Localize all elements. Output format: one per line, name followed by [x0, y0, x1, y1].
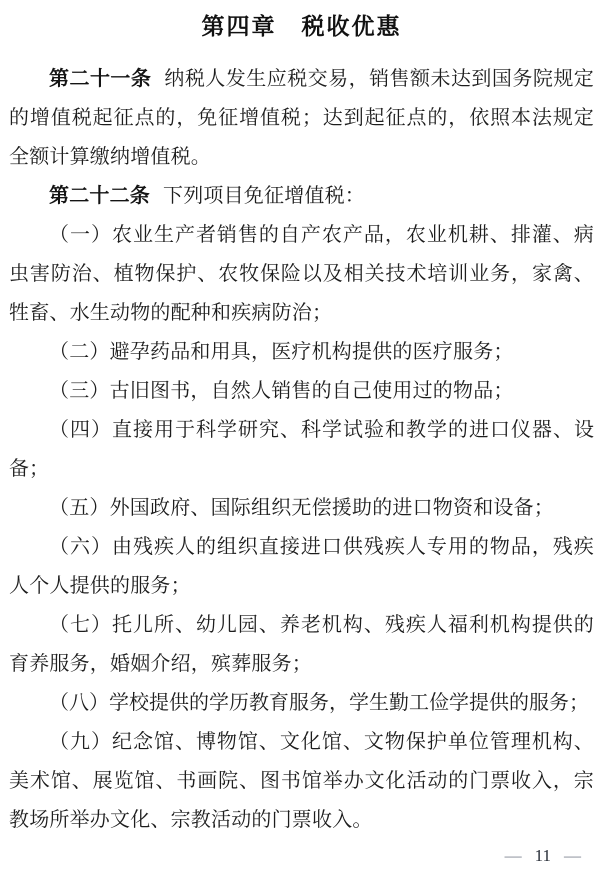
chapter-title: 第四章 税收优惠: [201, 13, 402, 39]
page-number: 11: [534, 846, 551, 865]
article-21-label: 第二十一条: [49, 68, 152, 90]
document-body: [9, 60, 594, 840]
article-21-text: 纳税人发生应税交易，销售额未达到国务院规定的增值税起征点的，免征增值税；达到起征点的，依照本法规定全额计算缴纳增值税。: [9, 68, 594, 168]
exempt-item-9: （九）纪念馆、博物馆、文化馆、文物保护单位管理机构、美术馆、展览馆、书画院、图书馆举办文化活动的门票收入，宗教场所举办文化、宗教活动的门票收入。: [9, 731, 594, 831]
exempt-item-8: （八）学校提供的学历教育服务，学生勤工俭学提供的服务；: [49, 692, 589, 714]
page-footer: [505, 846, 581, 866]
article-21-paragraph: [9, 60, 594, 177]
article-22-label: 第二十二条: [49, 185, 150, 207]
footer-dash-left: —: [504, 846, 522, 865]
exempt-item-6: （六）由残疾人的组织直接进口供残疾人专用的物品，残疾人个人提供的服务；: [9, 536, 594, 597]
exempt-item-5: （五）外国政府、国际组织无偿援助的进口物资和设备；: [49, 497, 554, 519]
exempt-item-7: （七）托儿所、幼儿园、养老机构、残疾人福利机构提供的育养服务，婚姻介绍，殡葬服务；: [9, 614, 594, 675]
exempt-item-1: （一）农业生产者销售的自产农产品，农业机耕、排灌、病虫害防治、植物保护、农牧保险以及相关技术培训业务，家禽、牲畜、水生动物的配种和疾病防治；: [9, 224, 594, 324]
exempt-item-3: （三）古旧图书，自然人销售的自己使用过的物品；: [49, 380, 514, 402]
article-22-paragraph: [9, 177, 594, 216]
exempt-item-4: （四）直接用于科学研究、科学试验和教学的进口仪器、设备；: [9, 419, 594, 480]
article-22-text: 下列项目免征增值税：: [163, 185, 365, 207]
exempt-item-2: （二）避孕药品和用具，医疗机构提供的医疗服务；: [49, 341, 514, 363]
footer-dash-right: —: [564, 846, 581, 865]
